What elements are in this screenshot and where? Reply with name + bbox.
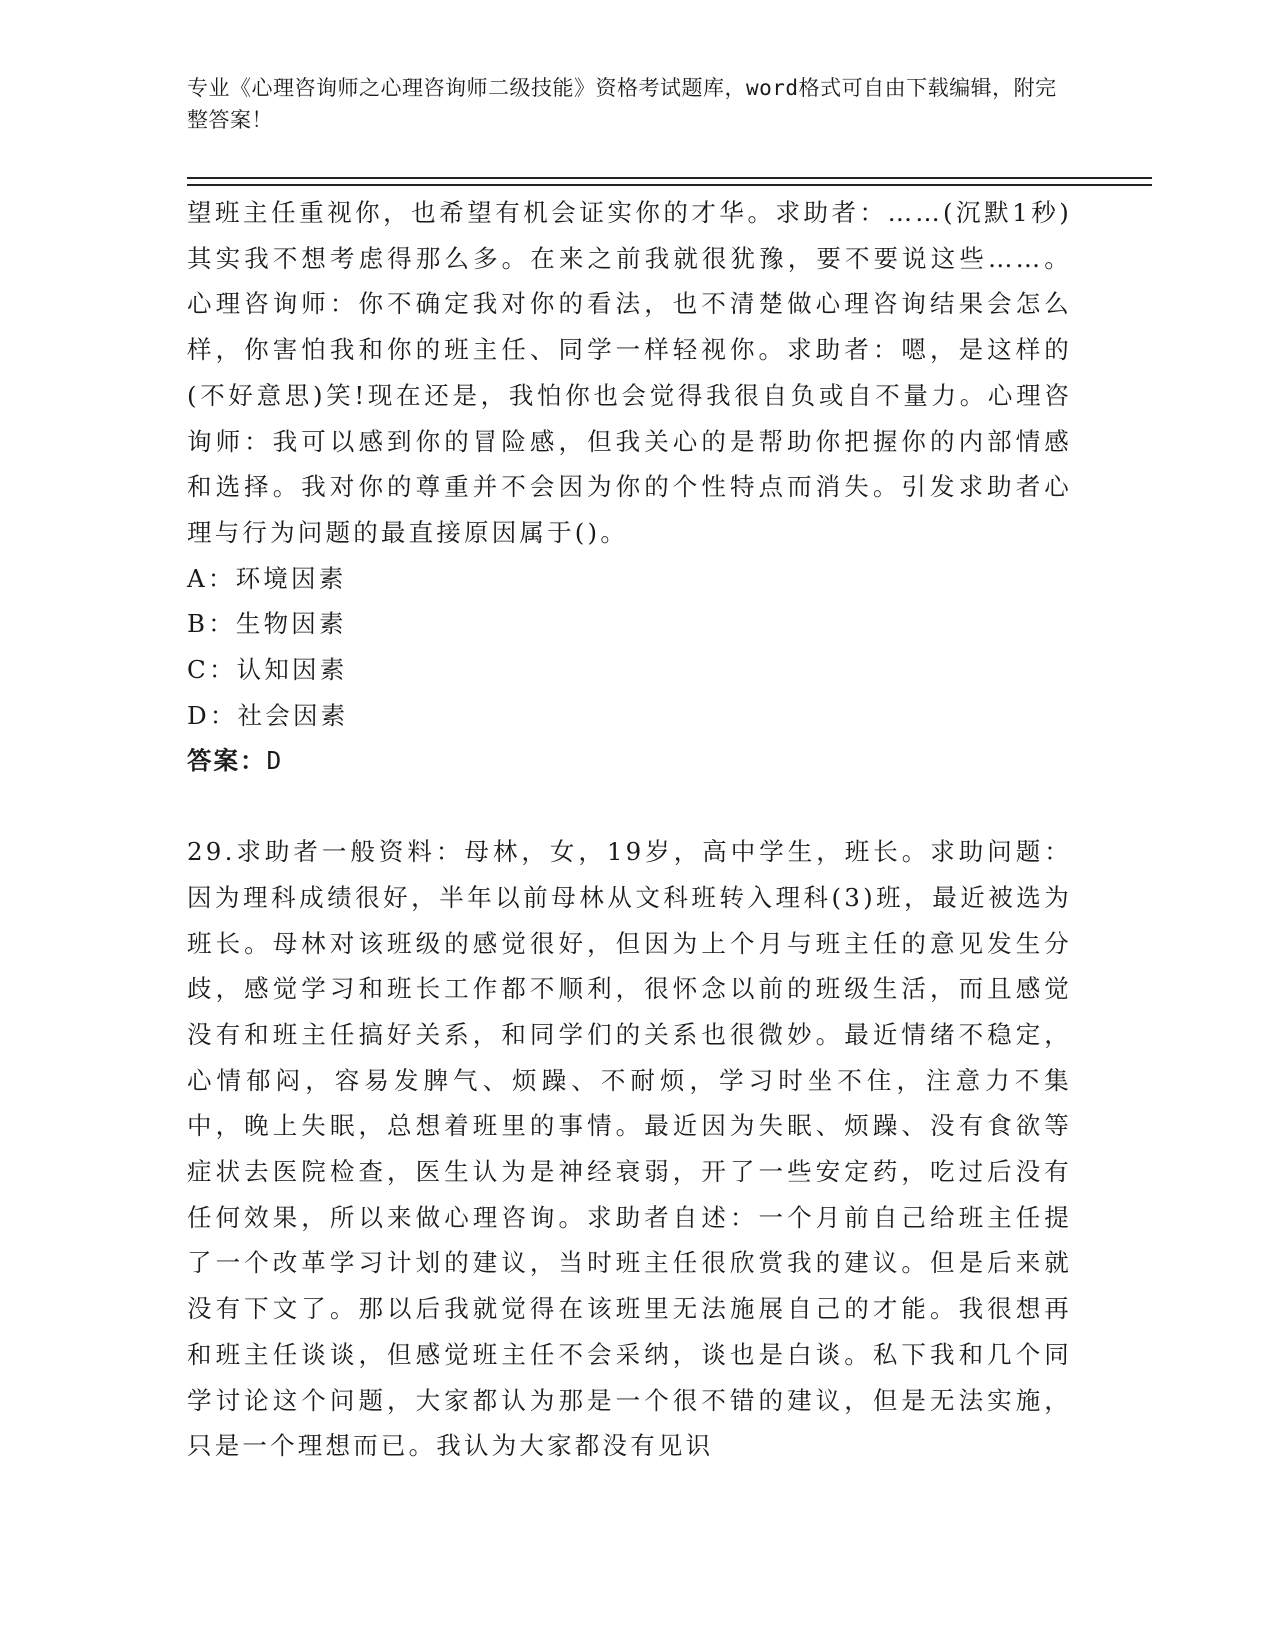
question-28-text: 望班主任重视你，也希望有机会证实你的才华。求助者：……(沉默1秒)其实我不想考虑得那么多。在来之前我就很犹豫，要不要说这些……。心理咨询师：你不确定我对你的看法，也不清楚做心理咨询结果会怎么样，你害怕我和你的班主任、同学一样轻视你。求助者：嗯，是这样的(不好意思)笑!现在还是，我怕你也会觉得我很自负或自不量力。心理咨询师：我可以感到你的冒险感，但我关心的是帮助你把握你的内部情感和选择。我对你的尊重并不会因为你的个性特点而消失。引发求助者心理与行为问题的最直接原因属于()。 bbox=[187, 198, 1072, 547]
header-rule-top bbox=[187, 177, 1152, 179]
header-rule-bottom bbox=[187, 184, 1152, 186]
question-29-text: 29.求助者一般资料：母林，女，19岁，高中学生，班长。求助问题：因为理科成绩很好，半年以前母林从文科班转入理科(3)班，最近被选为班长。母林对该班级的感觉很好，但因为上个月与班主任的意见发生分歧，感觉学习和班长工作都不顺利，很怀念以前的班级生活，而且感觉没有和班主任搞好关系，和同学们的关系也很微妙。最近情绪不稳定，心情郁闷，容易发脾气、烦躁、不耐烦，学习时坐不住，注意力不集中，晚上失眠，总想着班里的事情。最近因为失眠、烦躁、没有食欲等症状去医院检查，医生认为是神经衰弱，开了一些安定药，吃过后没有任何效果，所以来做心理咨询。求助者自述：一个月前自己给班主任提了一个改革学习计划的建议，当时班主任很欣赏我的建议。但是后来就没有下文了。那以后我就觉得在该班里无法施展自己的才能。我很想再和班主任谈谈，但感觉班主任不会采纳，谈也是白谈。私下我和几个同学讨论这个问题，大家都认为那是一个很不错的建议，但是无法实施，只是一个理想而已。我认为大家都没有见识 bbox=[187, 837, 1072, 1461]
page-header: 专业《心理咨询师之心理咨询师二级技能》资格考试题库，word格式可自由下载编辑，附完整答案！ bbox=[187, 76, 1057, 132]
option-a: A：环境因素 bbox=[187, 563, 347, 593]
answer-value: D bbox=[266, 746, 284, 776]
option-c: C：认知因素 bbox=[187, 655, 348, 685]
section-gap bbox=[187, 784, 1072, 829]
answer-line bbox=[187, 738, 1072, 784]
document-body bbox=[187, 190, 1072, 1469]
answer-label: 答案： bbox=[187, 746, 267, 776]
option-b: B：生物因素 bbox=[187, 609, 347, 639]
option-d: D：社会因素 bbox=[187, 700, 349, 730]
